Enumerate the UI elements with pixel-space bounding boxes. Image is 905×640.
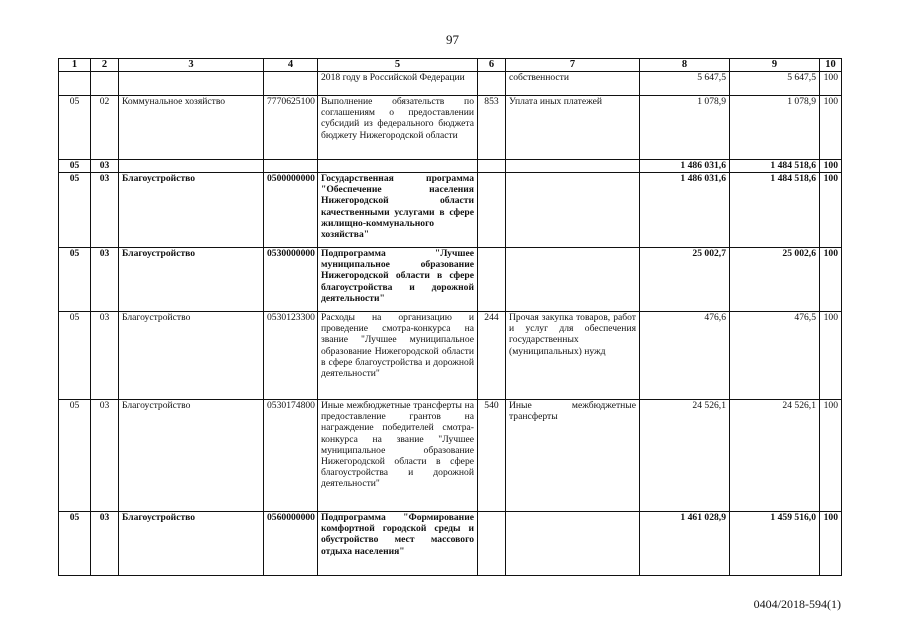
subsection-code: 03 <box>91 160 119 173</box>
table-row <box>59 173 842 248</box>
execution-percent: 100 <box>820 400 842 512</box>
expense-type-code: 540 <box>478 400 506 512</box>
section-code: 05 <box>59 312 91 400</box>
actual-amount: 24 526,1 <box>730 400 820 512</box>
target-article-code <box>264 160 318 173</box>
expense-type-name: Иные межбюджетные трансферты <box>506 400 640 512</box>
section-code: 05 <box>59 173 91 248</box>
table-row <box>59 512 842 576</box>
column-header: 6 <box>478 59 506 72</box>
section-code: 05 <box>59 400 91 512</box>
expense-description: Подпрограмма "Формирование комфортной городской среды и обустройство мест массового отдыха населения" <box>318 512 478 576</box>
column-header: 4 <box>264 59 318 72</box>
expense-type-code <box>478 512 506 576</box>
section-code: 05 <box>59 512 91 576</box>
target-article-code: 0500000000 <box>264 173 318 248</box>
planned-amount: 1 486 031,6 <box>640 160 730 173</box>
section-code: 05 <box>59 160 91 173</box>
budget-table <box>58 58 842 576</box>
document-number: 0404/2018-594(1) <box>753 597 841 611</box>
table-row <box>59 96 842 160</box>
expense-type-name <box>506 512 640 576</box>
planned-amount: 476,6 <box>640 312 730 400</box>
table-row <box>59 160 842 173</box>
section-name: Благоустройство <box>119 173 264 248</box>
section-name: Благоустройство <box>119 248 264 312</box>
expense-type-name <box>506 160 640 173</box>
target-article-code: 0560000000 <box>264 512 318 576</box>
section-name: Благоустройство <box>119 312 264 400</box>
expense-type-code: 853 <box>478 96 506 160</box>
actual-amount: 1 459 516,0 <box>730 512 820 576</box>
planned-amount: 1 486 031,6 <box>640 173 730 248</box>
column-header: 5 <box>318 59 478 72</box>
actual-amount: 1 484 518,6 <box>730 173 820 248</box>
expense-type-name <box>506 248 640 312</box>
column-header: 2 <box>91 59 119 72</box>
section-code <box>59 72 91 96</box>
expense-type-name: собственности <box>506 72 640 96</box>
planned-amount: 25 002,7 <box>640 248 730 312</box>
planned-amount: 1 461 028,9 <box>640 512 730 576</box>
column-header: 1 <box>59 59 91 72</box>
expense-type-name: Прочая закупка товаров, работ и услуг для обеспечения государственных (муниципальных) нужд <box>506 312 640 400</box>
page-number: 97 <box>446 32 459 47</box>
planned-amount: 24 526,1 <box>640 400 730 512</box>
actual-amount: 1 078,9 <box>730 96 820 160</box>
expense-description: Расходы на организацию и проведение смотра-конкурса на звание "Лучшее муниципальное образование Нижегородской области в сфере благоустройства и дорожной деятельности" <box>318 312 478 400</box>
execution-percent: 100 <box>820 72 842 96</box>
target-article-code: 0530000000 <box>264 248 318 312</box>
section-name <box>119 160 264 173</box>
table-header-row <box>59 59 842 72</box>
expense-type-name <box>506 173 640 248</box>
actual-amount: 5 647,5 <box>730 72 820 96</box>
expense-type-code <box>478 72 506 96</box>
subsection-code: 03 <box>91 312 119 400</box>
column-header: 10 <box>820 59 842 72</box>
table-row <box>59 312 842 400</box>
subsection-code <box>91 72 119 96</box>
subsection-code: 03 <box>91 512 119 576</box>
execution-percent: 100 <box>820 96 842 160</box>
planned-amount: 1 078,9 <box>640 96 730 160</box>
target-article-code: 0530174800 <box>264 400 318 512</box>
subsection-code: 03 <box>91 173 119 248</box>
expense-type-name: Уплата иных платежей <box>506 96 640 160</box>
section-code: 05 <box>59 96 91 160</box>
target-article-code: 7770625100 <box>264 96 318 160</box>
column-header: 8 <box>640 59 730 72</box>
table-row <box>59 400 842 512</box>
execution-percent: 100 <box>820 160 842 173</box>
expense-description: Подпрограмма "Лучшее муниципальное образование Нижегородской области в сфере благоустройства и дорожной деятельности" <box>318 248 478 312</box>
subsection-code: 03 <box>91 400 119 512</box>
column-header: 9 <box>730 59 820 72</box>
expense-description: Выполнение обязательств по соглашениям о предоставлении субсидий из федерального бюджета бюджету Нижегородской области <box>318 96 478 160</box>
execution-percent: 100 <box>820 173 842 248</box>
execution-percent: 100 <box>820 312 842 400</box>
section-name: Коммунальное хозяйство <box>119 96 264 160</box>
expense-description: Государственная программа "Обеспечение населения Нижегородской области качественными услугами в сфере жилищно-коммунального хозяйства" <box>318 173 478 248</box>
section-code: 05 <box>59 248 91 312</box>
subsection-code: 02 <box>91 96 119 160</box>
table-row <box>59 72 842 96</box>
column-header: 7 <box>506 59 640 72</box>
target-article-code <box>264 72 318 96</box>
table-row <box>59 248 842 312</box>
expense-description <box>318 160 478 173</box>
expense-type-code <box>478 173 506 248</box>
actual-amount: 476,5 <box>730 312 820 400</box>
expense-description: Иные межбюджетные трансферты на предоставление грантов на награждение победителей смотра-конкурса на звание "Лучшее муниципальное образование Нижегородской области в сфере благоустройства и дорожной деятельности" <box>318 400 478 512</box>
section-name <box>119 72 264 96</box>
expense-type-code <box>478 160 506 173</box>
subsection-code: 03 <box>91 248 119 312</box>
actual-amount: 25 002,6 <box>730 248 820 312</box>
execution-percent: 100 <box>820 512 842 576</box>
execution-percent: 100 <box>820 248 842 312</box>
expense-type-code <box>478 248 506 312</box>
target-article-code: 0530123300 <box>264 312 318 400</box>
section-name: Благоустройство <box>119 512 264 576</box>
planned-amount: 5 647,5 <box>640 72 730 96</box>
expense-type-code: 244 <box>478 312 506 400</box>
expense-description: 2018 году в Российской Федерации <box>318 72 478 96</box>
section-name: Благоустройство <box>119 400 264 512</box>
column-header: 3 <box>119 59 264 72</box>
actual-amount: 1 484 518,6 <box>730 160 820 173</box>
